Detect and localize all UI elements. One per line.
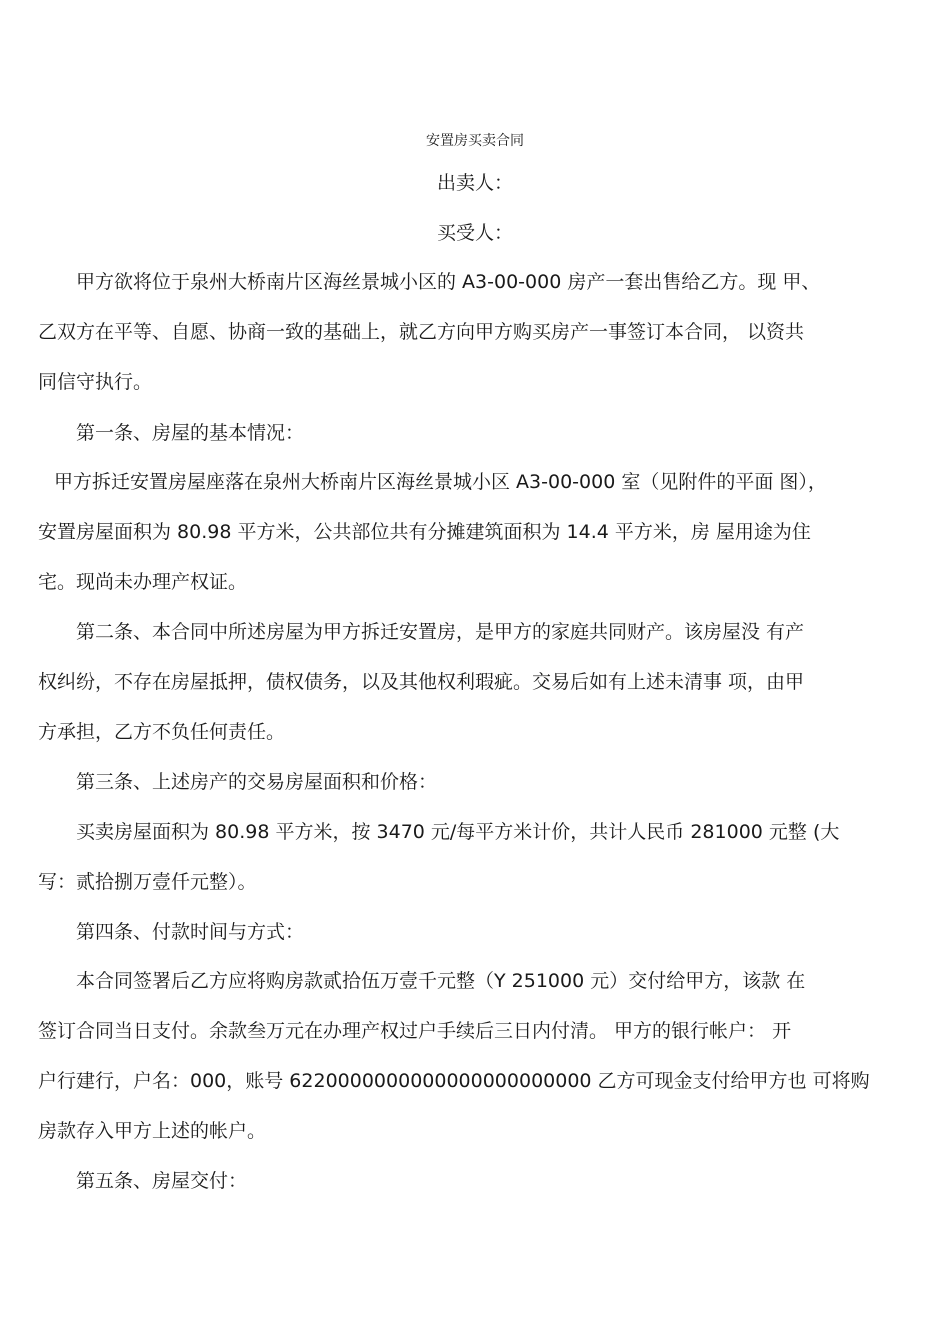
paragraph-line: 本合同签署后乙方应将购房款贰拾伍万壹千元整（Y 251000 元）交付给甲方，该款 在 <box>76 970 806 992</box>
paragraph-line: 第二条、本合同中所述房屋为甲方拆迁安置房，是甲方的家庭共同财产。该房屋没 有产 <box>76 621 805 643</box>
article-heading: 第四条、付款时间与方式： <box>76 921 305 943</box>
document-title: 安置房买卖合同 <box>426 133 524 149</box>
paragraph-line: 宅。现尚未办理产权证。 <box>38 571 248 593</box>
article-heading: 第三条、上述房产的交易房屋面积和价格： <box>76 771 438 793</box>
paragraph-line: 乙双方在平等、自愿、协商一致的基础上，就乙方向甲方购买房产一事签订本合同， 以资共 <box>38 321 805 343</box>
paragraph-line: 方承担，乙方不负任何责任。 <box>38 721 286 743</box>
paragraph-line: 写：贰拾捌万壹仟元整）。 <box>38 871 257 893</box>
article-heading: 第一条、房屋的基本情况： <box>76 422 305 444</box>
buyer-label: 买受人： <box>436 222 513 244</box>
paragraph-line: 买卖房屋面积为 80.98 平方米，按 3470 元/每平方米计价，共计人民币 281000 元整 (大 <box>76 821 840 843</box>
paragraph-line: 权纠纷，不存在房屋抵押，债权债务，以及其他权利瑕疵。交易后如有上述未清事 项，由甲 <box>38 671 805 693</box>
paragraph-line: 户行建行，户名：000，账号 6220000000000000000000000 乙方可现金支付给甲方也 可将购 <box>38 1070 870 1092</box>
paragraph-line: 签订合同当日支付。余款叁万元在办理产权过户手续后三日内付清。 甲方的银行帐户： 开 <box>38 1020 792 1042</box>
paragraph-line: 甲方欲将位于泉州大桥南片区海丝景城小区的 A3-00-000 房产一套出售给乙方。现 甲、 <box>76 271 821 293</box>
article-heading: 第五条、房屋交付： <box>76 1170 248 1192</box>
seller-label: 出卖人： <box>436 172 513 194</box>
paragraph-line: 安置房屋面积为 80.98 平方米，公共部位共有分摊建筑面积为 14.4 平方米，房 屋用途为住 <box>38 521 811 543</box>
paragraph-line: 同信守执行。 <box>38 371 153 393</box>
paragraph-line: 房款存入甲方上述的帐户。 <box>38 1120 267 1142</box>
paragraph-line: 甲方拆迁安置房屋座落在泉州大桥南片区海丝景城小区 A3-00-000 室（见附件的平面 图）， <box>54 471 827 493</box>
